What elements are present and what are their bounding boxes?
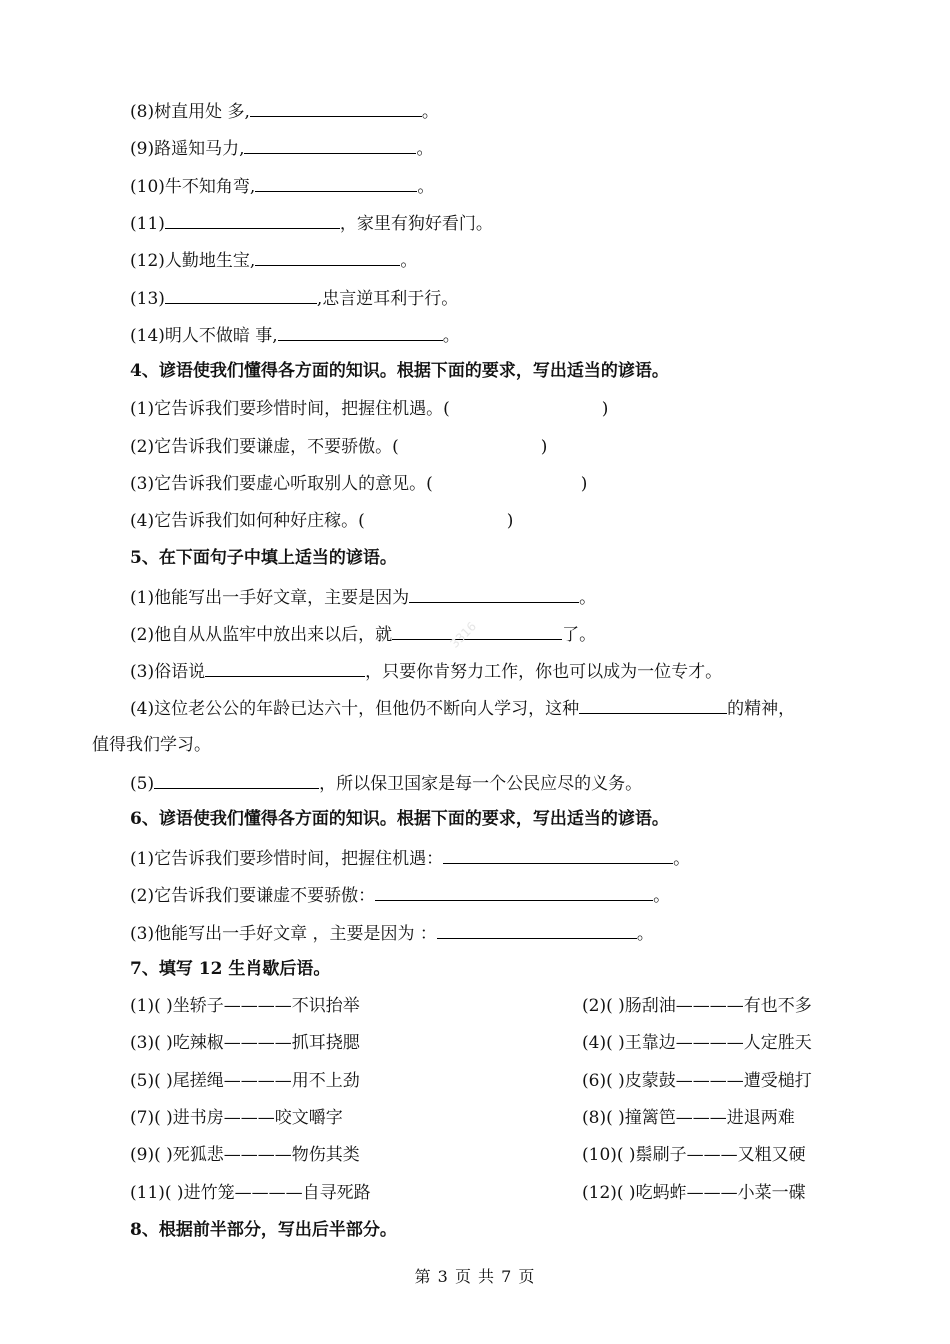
- answer-blank[interactable]: [205, 659, 365, 677]
- item-5-4: (4)这位老公公的年龄已达六十，但他仍不断向人学习，这种 的精神，: [130, 696, 795, 718]
- item-4-1: (1)它告诉我们要珍惜时间，把握住机遇。( ): [130, 399, 609, 419]
- xiehouyu-row: (1)( )坐轿子————不识抬举 (2)( )肠刮油————有也不多: [130, 996, 812, 1016]
- xiehouyu-row: (7)( )进书房———咬文嚼字 (8)( )撞篱笆———进退两难: [130, 1108, 795, 1128]
- xiehouyu-row: (5)( )尾搓绳————用不上劲 (6)( )皮蒙鼓————遭受槌打: [130, 1071, 812, 1091]
- answer-blank[interactable]: [579, 696, 727, 714]
- item-4-3: (3)它告诉我们要虚心听取别人的意见。( ): [130, 474, 588, 494]
- answer-blank[interactable]: [165, 286, 317, 304]
- section-4-heading: 4、谚语使我们懂得各方面的知识。根据下面的要求，写出适当的谚语。: [130, 361, 669, 381]
- xiehouyu-row: (11)( )进竹笼————自寻死路 (12)( )吃蚂蚱———小菜一碟: [130, 1183, 806, 1203]
- item-5-3: (3)俗语说 ，只要你肯努力工作，你也可以成为一位专才。: [130, 659, 722, 681]
- item-4-2: (2)它告诉我们要谦虚，不要骄傲。( ): [130, 437, 548, 457]
- page-footer: 第 3 页 共 7 页: [414, 1267, 536, 1286]
- item-6-1: (1)它告诉我们要珍惜时间，把握住机遇： 。: [130, 846, 690, 868]
- item-3-14: (14)明人不做暗 事, 。: [130, 323, 460, 345]
- section-8-heading: 8、根据前半部分，写出后半部分。: [130, 1220, 397, 1240]
- item-3-9: (9)路遥知马力, 。: [130, 136, 433, 158]
- item-5-4-continued: 值得我们学习。: [92, 735, 211, 755]
- answer-blank[interactable]: [244, 136, 416, 154]
- answer-blank[interactable]: [409, 585, 579, 603]
- xiehouyu-row: (9)( )死狐悲————物伤其类 (10)( )鬃刷子———又粗又硬: [130, 1145, 806, 1165]
- item-5-2: (2)他自从从监牢中放出来以后，就 了。: [130, 622, 596, 644]
- answer-blank[interactable]: [375, 883, 653, 901]
- answer-blank[interactable]: [165, 211, 340, 229]
- section-6-heading: 6、谚语使我们懂得各方面的知识。根据下面的要求，写出适当的谚语。: [130, 809, 669, 829]
- item-3-11: (11) ，家里有狗好看门。: [130, 211, 493, 233]
- answer-blank[interactable]: [255, 248, 400, 266]
- answer-blank[interactable]: [154, 771, 319, 789]
- item-5-1: (1)他能写出一手好文章，主要是因为 。: [130, 585, 596, 607]
- answer-blank[interactable]: [443, 846, 673, 864]
- xiehouyu-row: (3)( )吃辣椒————抓耳挠腮 (4)( )王靠边————人定胜天: [130, 1033, 812, 1053]
- item-5-5: (5) ，所以保卫国家是每一个公民应尽的义务。: [130, 771, 642, 793]
- item-6-2: (2)它告诉我们要谦虚不要骄傲： 。: [130, 883, 670, 905]
- section-7-heading: 7、填写 12 生肖歇后语。: [130, 959, 331, 979]
- item-3-8: (8)树直用处 多, 。: [130, 99, 439, 121]
- item-4-4: (4)它告诉我们如何种好庄稼。( ): [130, 511, 514, 531]
- item-3-13: (13) ,忠言逆耳利于行。: [130, 286, 458, 308]
- item-6-3: (3)他能写出一手好文章 ，主要是因为 ： 。: [130, 921, 654, 943]
- watermark: 3316: [447, 619, 480, 651]
- answer-blank[interactable]: [255, 174, 417, 192]
- answer-blank[interactable]: [250, 99, 422, 117]
- section-5-heading: 5、在下面句子中填上适当的谚语。: [130, 548, 397, 568]
- item-3-12: (12)人勤地生宝, 。: [130, 248, 417, 270]
- item-3-10: (10)牛不知角弯, 。: [130, 174, 434, 196]
- answer-blank[interactable]: [437, 921, 637, 939]
- answer-blank[interactable]: [278, 323, 443, 341]
